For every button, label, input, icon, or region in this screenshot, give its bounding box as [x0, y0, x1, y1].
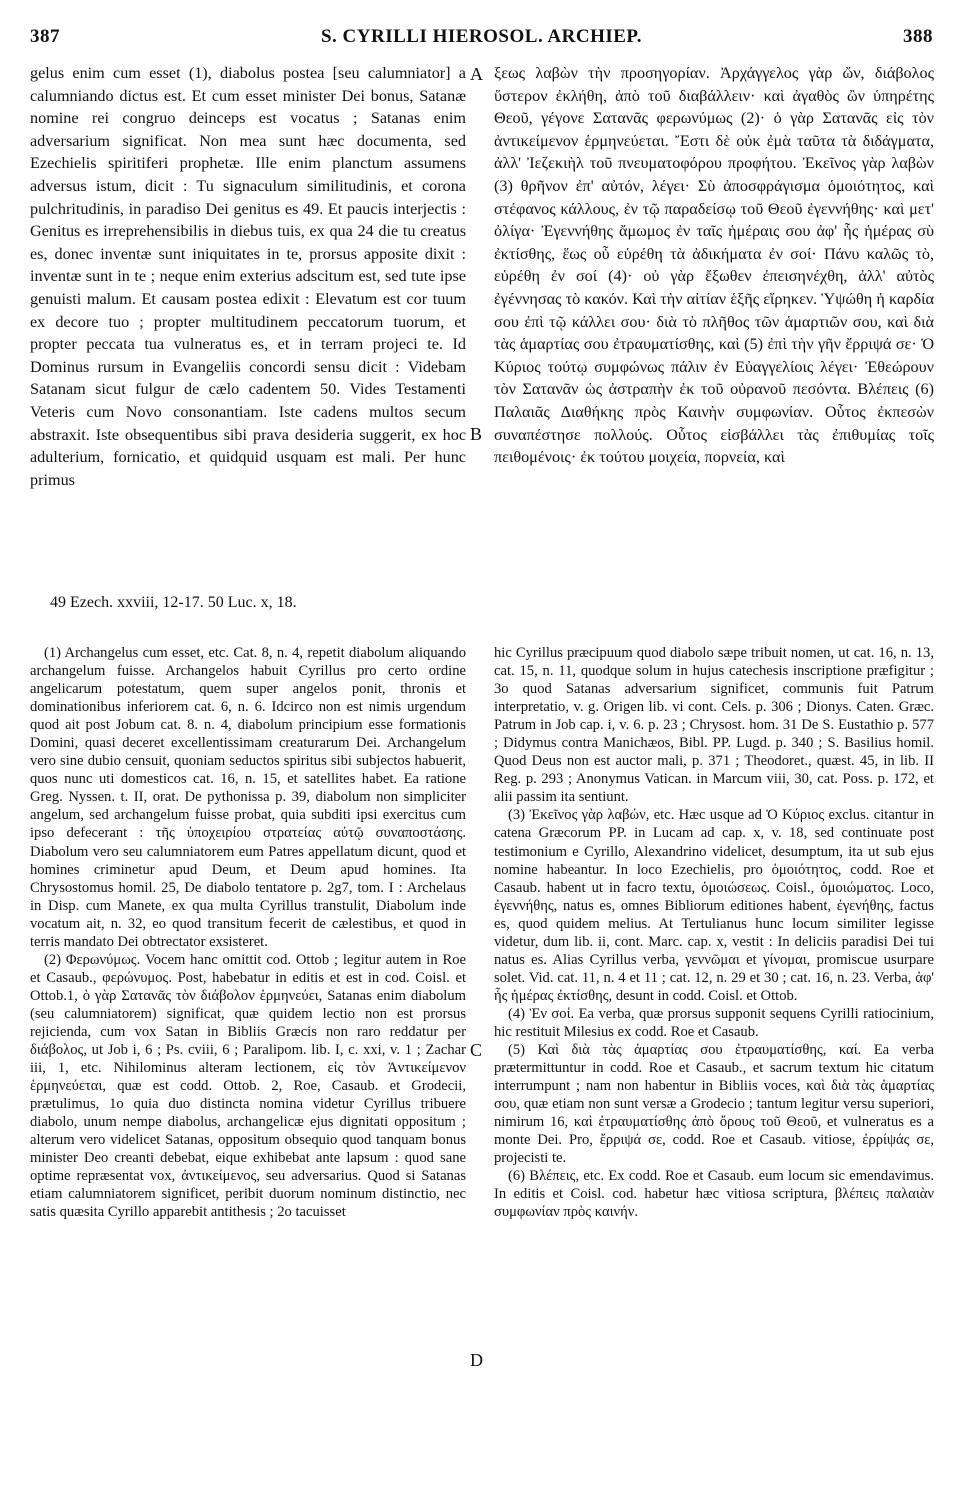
notes-right-column — [494, 644, 934, 1494]
margin-marker-d: D — [470, 1350, 483, 1370]
scripture-footnotes: 49 Ezech. xxviii, 12-17. 50 Luc. x, 18. — [50, 594, 297, 611]
page-number-left: 387 — [30, 26, 60, 47]
page-number-right: 388 — [903, 26, 933, 47]
note-1: (1) Archangelus cum esset, etc. Cat. 8, n. 4, repetit diabolum aliquando archangelum fuisse. Archangelos habuit Cyrillus pro certo ordine angelicarum potestatum, quem super angelos ponit, thronis et dominationibus inferiorem cat. 6, n. 6. Idcirco non est nimis urgendum quod ait post Jobum cat. 8. n. 4, diabolum principium esse formationis Domini, quasi deceret excellentissimam creaturarum Dei. Archangelum vero sine dubio censuit, quoniam seductos spiritus sibi subjectos habuerit, quos nunc uti domesticos cat. 16, n. 15, et satellites habet. Ea ratione Greg. Nyssen. t. II, orat. De pythonissa p. 39, diabolum non simpliciter angelum, sed archangelum fuisse probat, quia subditi ipsi exercitus cum ipso defecerant : τῆς ὑποχειρίου στρατείας αὐτῷ συναποστάσης. Diabolum vero seu calumniatorem eum Patres appellatum dicunt, quod et homines criminetur apud Deum, et Deum apud homines. Ita Chrysostomus homil. 25, De diabolo tentatore p. 2g7, tom. I : Archelaus in Disp. cum Manete, ex qua multa Cyrillus transtulit, Diabolum inde vocatum ait, n. 32, eo quod transitum fecerit de cælestibus, et quod in terris mandato Dei obtrectator exsisteret. — [30, 645, 466, 950]
latin-text: gelus enim cum esset (1), diabolus postea [seu calumniator] a calumniando dictus est. Et cum esset minister Dei bonus, Satanæ nomine rei congruo deinceps est vocatus ; Satanas enim adversarium significat. Non mea sunt hæc documenta, sed Ezechielis spiritiferi prophetæ. Ille enim planctum assumens adversus istum, dicit : Tu signaculum similitudinis, et corona pulchritudinis, in paradiso Dei genitus es 49. Et paucis interjectis : Genitus es irreprehensibilis in diebus tuis, ex qua 24 die tu creatus es, donec inventæ sunt iniquitates in te, prorsus apposite dixit : inventæ sunt in te ; neque enim exterius adscitum est, sed tute ipse genuisti malum. Et causam postea edixit : Elevatum est cor tuum ex decore tuo ; propter multitudinem peccatorum tuorum, et propter peccata tua vulneratus es, et in terram projeci te. Id Dominus rursum in Evangeliis concordi sensu dicit : Videbam Satanam sicut fulgur de cælo cadentem 50. Vides Testamenti Veteris cum Novo consonantiam. Iste cadens multos secum abstraxit. Iste obsequentibus sibi prava desideria suggerit, ex hoc adulterium, fornicatio, et quidquid usquam est mali. Per hunc primus — [30, 64, 466, 489]
running-title: S. CYRILLI HIEROSOL. ARCHIEP. — [320, 26, 643, 47]
margin-marker-b: B — [470, 424, 483, 444]
note-2: (2) Φερωνύμως. Vocem hanc omittit cod. Ottob ; legitur autem in Roe et Casaub., φερώνυμος. Post, habebatur in editis et est in cod. Coisl. et Ottob.1, ὁ γὰρ Σατανᾶς τὸν διάβολον ἑρμηνεύει, Satanas enim diabolum (seu calumniatorem) significat, quæ quidem lectio non est prorsus rejicienda, cum vox Satan in Bibliis Græcis non raro reddatur per διάβολος, ut Job i, 6 ; Ps. cviii, 6 ; Paralipom. lib. I, c. xxi, v. 1 ; Zachar iii, 1, etc. Nihilominus alteram lectionem, εἰς τὸν Ἀντικείμενον ἑρμηνεύεται, quæ est codd. Ottob. 2, Roe, Casaub. et Grodecii, prætulimus, 1o quia duo distincta nomina videtur Cyrillus tribuere diabolo, unum nempe diabolus, archangelicæ ejus dignitati oppositum ; alterum vero videlicet Satanas, oppositum obsequio quod tanquam bonus minister Deo creanti debebat, eique exhibebat ante lapsum : quod sane optime repræsentat vox, ἀντικείμενος, seu adversarius. Quod si Satanas etiam calumniatorem significet, peribit duorum nominum distinctio, nec satis quæsita Cyrillo apparebit antithesis ; 2o tacuisset — [30, 951, 466, 1221]
note-6: (6) Βλέπεις, etc. Ex codd. Roe et Casaub. eum locum sic emendavimus. In editis et Coisl. cod. habetur hæc vitiosa scriptura, βλέπεις παλαιὰν συμφωνίαν πρὸς καινήν. — [494, 1168, 934, 1221]
notes-left-column — [30, 644, 466, 1494]
greek-text: ξεως λαβὼν τὴν προσηγορίαν. Ἀρχάγγελος γὰρ ὤν, διάβολος ὕστερον ἐκλήθη, ἀπὸ τοῦ διαβάλλειν· καὶ ἀγαθὸς ὢν ὑπηρέτης Θεοῦ, γέγονε Σατανᾶς φερωνύμως (2)· ὁ γὰρ Σατανᾶς εἰς τὸν ἀντικείμενον ἑρμηνεύεται. Ἔστι δὲ οὐκ ἐμὰ ταῦτα τὰ διδάγματα, ἀλλ' Ἰεζεκιὴλ τοῦ πνευματοφόρου προφήτου. Ἐκεῖνος γὰρ λαβὼν (3) θρῆνον ἐπ' αὐτόν, λέγει· Σὺ ἀποσφράγισμα ὁμοιότητος, καὶ στέφανος κάλλους, ἐν τῷ παραδείσῳ τοῦ Θεοῦ ἐγεννήθης· καὶ μετ' ὀλίγα· Ἐγεννήθης ἄμωμος ἐν ταῖς ἡμέραις σου ἀφ' ἧς ἡμέρας σὺ ἐκτίσθης, ἕως οὗ εὑρέθη τὰ ἀδικήματα ἐν σοί· Πάνυ καλῶς τὸ, εὑρέθη ἐν σοί (4)· οὐ γὰρ ἔξωθεν ἐπεισηνέχθη, ἀλλ' αὐτὸς ἐγέννησας τὸ κακόν. Καὶ τὴν αἰτίαν ἑξῆς εἴρηκεν. Ὑψώθη ἡ καρδία σου ἐπὶ τῷ κάλλει σου· διὰ τὸ πλῆθος τῶν ἁμαρτιῶν σου, καὶ διὰ τὰς ἁμαρτίας σου ἐτραυματίσθης, καὶ (5) ἐπὶ τὴν γῆν ἔρριψά σε· Ὁ Κύριος τούτῳ συμφώνως πάλιν ἐν Εὐαγγελίοις λέγει· Ἐθεώρουν τὸν Σατανᾶν ὡς ἀστραπὴν ἐκ τοῦ οὐρανοῦ πεσόντα. Βλέπεις (6) Παλαιᾶς Διαθήκης πρὸς Καινὴν συμφωνίαν. Οὗτος ἐκπεσὼν συναπέστησε πολλούς. Οὗτος εἰσβάλλει τὰς ἐπιθυμίας τοῖς πειθομένοις· ἐκ τούτου μοιχεία, πορνεία, καὶ — [494, 64, 934, 467]
note-2-continued: hic Cyrillus præcipuum quod diabolo sæpe tribuit nomen, ut cat. 16, n. 13, cat. 15, n. 11, quodque solum in hujus catechesis inscriptione præfigitur ; 3o quod Satanas adversarium significet, communis fuit Patrum interpretatio, v. g. Origen lib. vi cont. Cels. p. 306 ; Dionys. Caten. Græc. Patrum in Job cap. i, v. 6. p. 23 ; Chrysost. hom. 31 De S. Eustathio p. 577 ; Didymus contra Manichæos, Bibl. PP. Lugd. p. 340 ; S. Basilius homil. Quod Deus non est auctor mali, p. 371 ; Theodoret., quæst. 45, in lib. II Reg. p. 293 ; Anonymus Vatican. in Marcum viii, 30, cat. Poss. p. 172, et alii passim ita sentiunt. — [494, 645, 934, 806]
margin-marker-a: A — [470, 64, 483, 84]
note-3: (3) Ἐκεῖνος γὰρ λαβών, etc. Hæc usque ad Ὁ Κύριος exclus. citantur in catena Græcorum PP. in Lucam ad cap. x, v. 18, sed continuate post testimonium e Cyrillo, Alexandrino videlicet, desumptum, ita ut sub ejus nomine habeantur. In loco Ezechielis, pro ὁμοιότητος, codd. Roe et Casaub. habent ut in facro textu, ὁμοιώσεως. Coisl., ὁμοιώματος. Loco, ἐγεννήθης, natus es, omnes Bibliorum editiones habent, ἐγενήθης, factus es, quod quidem melius. At Tertulianus hunc locum similiter legisse videtur, dum lib. ii, cont. Marc. cap. x, vestit : In deliciis paradisi Dei tui natus es. Alias Cyrillus verba, γεννῶμαι et γίνομαι, promiscue usurpare solet. Vid. cat. 11, n. 4 et 11 ; cat. 12, n. 29 et 30 ; cat. 16, n. 23. Verba, ἀφ' ἧς ἡμέρας ἐκτίσθης, desunt in codd. Coisl. et Ottob. — [494, 807, 934, 1004]
greek-main-text — [494, 62, 934, 584]
note-5: (5) Καὶ διὰ τὰς ἁμαρτίας σου ἐτραυματίσθης, καί. Ea verba prætermittuntur in codd. Roe et Casaub., et sacrum textum hic citatum interrumpunt ; nam non habentur in Bibliis voces, καὶ διὰ τὰς ἁμαρτίας σου, quæ etiam non sunt versæ a Grodecio ; tantum legitur versu superiori, nimirum 16, καὶ ἐτραυματίσθης ἀπὸ ὄρους τοῦ Θεοῦ, et vulneratus es a monte Dei. Pro, ἔρριψά σε, codd. Roe et Casaub. vitiose, ἐρρίψάς σε, projecisti te. — [494, 1042, 934, 1167]
note-4: (4) Ἐν σοί. Ea verba, quæ prorsus supponit sequens Cyrilli ratiocinium, hic restituit Milesius ex codd. Roe et Casaub. — [494, 1005, 934, 1040]
margin-marker-c: C — [470, 1040, 483, 1060]
page-header — [30, 26, 933, 54]
latin-main-text — [30, 62, 466, 584]
